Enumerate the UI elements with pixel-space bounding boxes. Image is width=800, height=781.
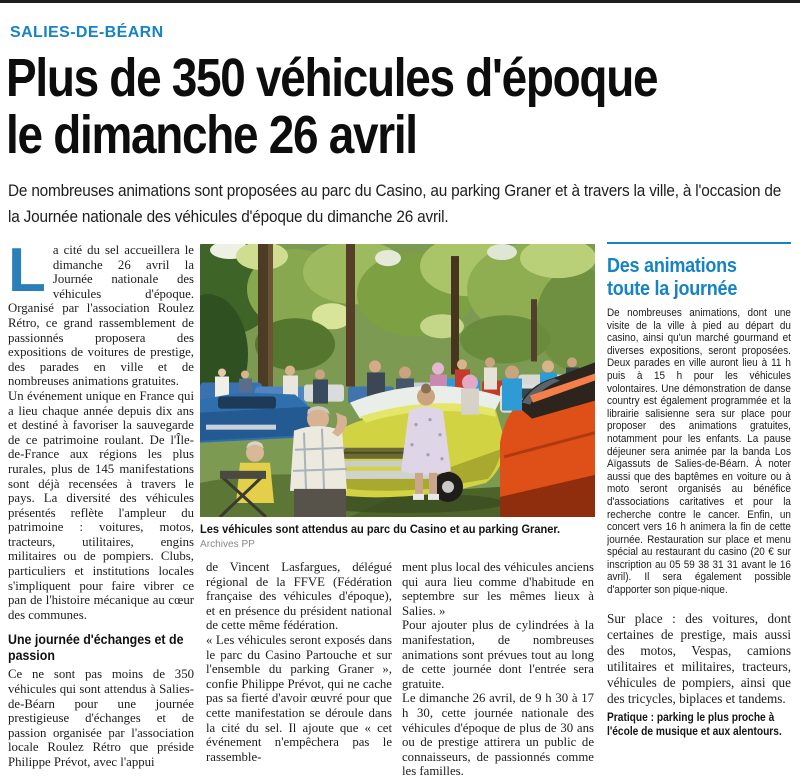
paragraph: Un événement unique en France qui a lieu chaque année depuis dix ans et destiné à favoriser la sauvegarde de ce patrimoine roulant. De l'Île-de-France aux régions les plus rurales, plus de 145 manifestations sont déjà recensées à travers le pays. La diversité des véhicules présentés reflète l'ampleur du patrimoine : voitures, motos, tracteurs, utilitaires, engins militaires ou de pompiers. Clubs, particuliers et institutions locales s'impliquent pour faire vibrer ce pan de l'histoire mécanique au cœur des communes. bbox=[8, 388, 194, 622]
paragraph: ment plus local des véhicules anciens qui aura lieu comme d'habitude en septembre sur les mêmes lieux à Salies. » bbox=[402, 560, 594, 618]
paragraph: Pour ajouter plus de cylindrées à la manifestation, de nombreuses animations sont prévues tout au long de cette journée dont l'entrée sera gratuite. bbox=[402, 618, 594, 691]
crosshead: Une journée d'échanges et de passion bbox=[8, 632, 184, 664]
sidebar-title bbox=[607, 254, 791, 300]
photo-caption bbox=[200, 523, 584, 551]
sidebar-animations bbox=[607, 242, 791, 781]
paragraph: « Les véhicules seront exposés dans le parc du Casino Partouche et sur l'ensemble du parking Graner », confie Philippe Prévot, qui ne cache pas sa fierté d'avoir œuvré pour que cette manifestation se déroule dans la cité du sel. Il ajoute que « cet événement n'empêchera pas le rassemble- bbox=[206, 632, 392, 764]
photo-illustration bbox=[200, 244, 595, 517]
sidebar-paragraph: De nombreuses animations, dont une visite de la ville à pied au départ du casino, ainsi qu'un marché gourmand et diverses expositions, seront proposées. Deux parades en ville auront lieu à 11 h puis à 15 h pour les véhicules volontaires. Une démonstration de danse country est également programmée et la librairie salisienne sera sur place pour proposer des animations gratuites, notamment pour les enfants. La pause déjeuner sera animée par la banda Los Aïgassuts de Salies-de-Béarn. À noter aussi que des baptêmes en voiture ou à moto seront organisés au bénéfice d'associations caritatives et pour la recherche contre le cancer. Enfin, un concert vers 16 h animera la fin de cette journée. Restauration sur place et menu spécial au restaurant du casino (20 € sur inscription au 05 59 38 31 31 avant le 16 avril). Il sera également possible d'apporter son pique-nique. bbox=[607, 307, 791, 597]
paragraph: Ce ne sont pas moins de 350 véhicules qui sont attendus à Salies-de-Béarn pour une journée prestigieuse d'échanges et de passion organisée par l'association locale Roulez Rétro que préside Philippe Prévot, avec l'appui bbox=[8, 667, 194, 769]
drop-cap: L bbox=[8, 243, 46, 305]
paragraph: de Vincent Lasfargues, délégué régional de la FFVE (Fédération française des véhicules d'époque), et en présence du président national de cette même fédération. bbox=[206, 560, 392, 633]
spectator-pink-hat bbox=[461, 374, 479, 414]
body-column-1 bbox=[8, 243, 194, 781]
article-photo bbox=[200, 244, 595, 517]
body-column-2 bbox=[206, 560, 392, 781]
paragraph: Le dimanche 26 avril, de 9 h 30 à 17 h 30, cette journée nationale des véhicules d'époque de plus de 30 ans ou de prestige attirera un public de connaisseurs, de passionnés comme les familles. bbox=[402, 691, 594, 779]
headline-line-2: le dimanche 26 avril bbox=[6, 105, 417, 165]
article-headline bbox=[6, 50, 800, 164]
article-lede: De nombreuses animations sont proposées au parc du Casino, au parking Graner et à travers la ville, à l'occasion de la Journée nationale des véhicules d'époque du dimanche 26 avril. bbox=[8, 182, 782, 226]
sidebar-practical-note: Pratique : parking le plus proche à l'école de musique et aux alentours. bbox=[607, 710, 782, 739]
paragraph bbox=[8, 243, 194, 389]
headline-line-1: Plus de 350 véhicules d'époque bbox=[6, 48, 658, 108]
caption-text: Les véhicules sont attendus au parc du Casino et au parking Graner. bbox=[200, 524, 561, 536]
section-kicker: SALIES-DE-BÉARN bbox=[10, 24, 164, 41]
sidebar-paragraph-serif: Sur place : des voitures, dont certaines de prestige, mais aussi des motos, Vespas, camions utilitaires et militaires, tracteurs, véhicules de pompiers, ainsi que des tricycles, biplaces et tandems. bbox=[607, 610, 791, 706]
top-rule bbox=[0, 0, 800, 3]
sidebar-title-line-2: toute la journée bbox=[607, 277, 738, 300]
body-column-3 bbox=[402, 560, 594, 781]
sidebar-title-line-1: Des animations bbox=[607, 254, 737, 277]
paragraph-text: a cité du sel accueillera le dimanche 26 avril la Journée nationale des véhicules d'époque. Organisé par l'association Roulez Rétro, ce grand rassemblement de passionnés proposera des expositions de voitures de prestige, des parades en ville et de nombreuses animations gratuites. bbox=[8, 243, 194, 389]
photo-credit: Archives PP bbox=[200, 538, 255, 550]
